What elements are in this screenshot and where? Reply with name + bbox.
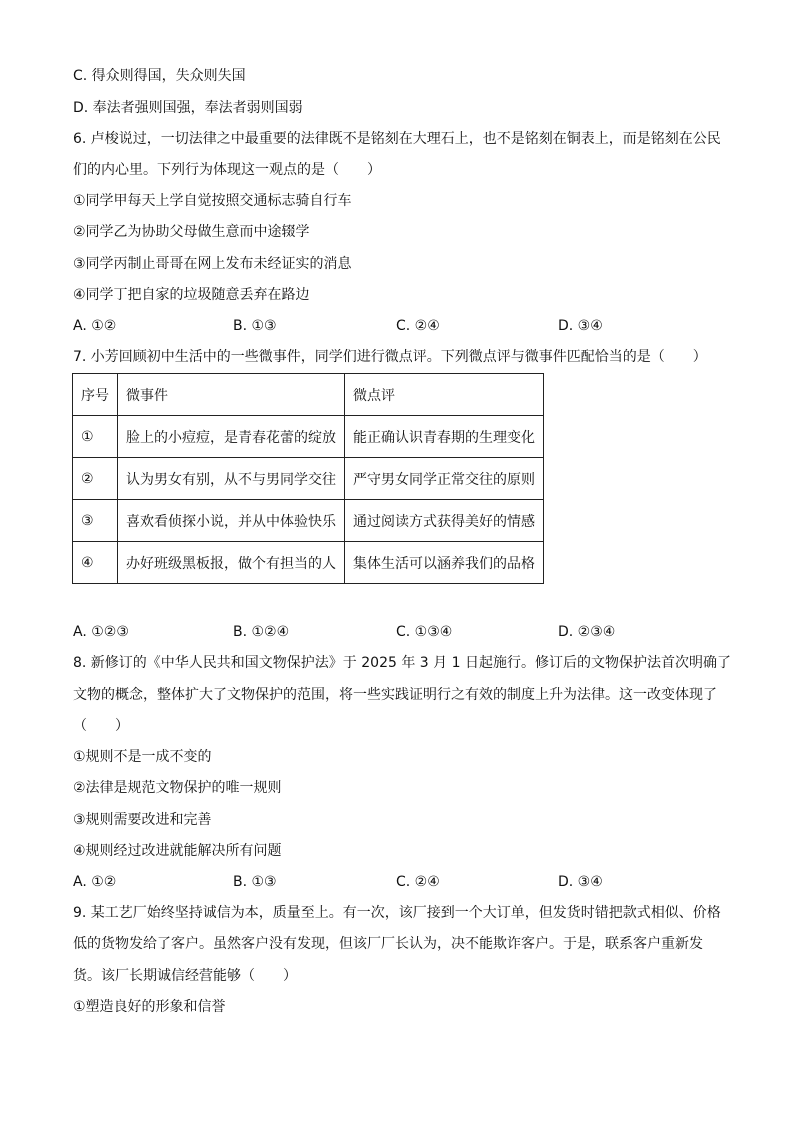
q6-statement-2: ②同学乙为协助父母做生意而中途辍学: [73, 224, 310, 240]
q7-option-c: C. ①③④: [396, 624, 453, 640]
table-cell-comment: 集体生活可以涵养我们的品格: [345, 542, 544, 584]
q8-options: [73, 873, 633, 891]
q7-option-a: A. ①②③: [73, 624, 129, 640]
table-cell-comment: 通过阅读方式获得美好的情感: [345, 500, 544, 542]
q7-stem: 7. 小芳回顾初中生活中的一些微事件，同学们进行微点评。下列微点评与微事件匹配恰当的是（ ）: [73, 349, 707, 365]
q8-option-c: C. ②④: [396, 874, 440, 890]
q7-option-d: D. ②③④: [558, 624, 616, 640]
table-cell-comment: 严守男女同学正常交往的原则: [345, 458, 544, 500]
table-cell-index: ②: [73, 458, 118, 500]
q6-stem-line2: 们的内心里。下列行为体现这一观点的是（ ）: [73, 162, 381, 178]
table-row: [73, 458, 544, 500]
q7-table: [72, 373, 544, 584]
q6-statement-4: ④同学丁把自家的垃圾随意丢弃在路边: [73, 287, 310, 303]
table-cell-comment: 能正确认识青春期的生理变化: [345, 416, 544, 458]
q8-option-a: A. ①②: [73, 874, 117, 890]
q8-statement-3: ③规则需要改进和完善: [73, 812, 212, 828]
table-cell-event: 脸上的小痘痘，是青春花蕾的绽放: [118, 416, 345, 458]
q6-option-d: D. ③④: [558, 318, 603, 334]
q5-option-c: C. 得众则得国，失众则失国: [73, 68, 246, 84]
table-header-comment: 微点评: [345, 374, 544, 416]
q8-option-d: D. ③④: [558, 874, 603, 890]
q8-stem-line2: 文物的概念，整体扩大了文物保护的范围，将一些实践证明行之有效的制度上升为法律。这一改变体现了: [73, 687, 717, 703]
q7-option-b: B. ①②④: [233, 624, 290, 640]
q6-option-b: B. ①③: [233, 318, 277, 334]
q6-option-c: C. ②④: [396, 318, 440, 334]
q6-stem-line1: 6. 卢梭说过，一切法律之中最重要的法律既不是铭刻在大理石上，也不是铭刻在铜表上，而是铭刻在公民: [73, 131, 721, 147]
table-cell-index: ①: [73, 416, 118, 458]
table-row: [73, 500, 544, 542]
table-row: [73, 416, 544, 458]
q8-option-b: B. ①③: [233, 874, 277, 890]
q6-statement-1: ①同学甲每天上学自觉按照交通标志骑自行车: [73, 193, 352, 209]
q9-stem-line3: 货。该厂长期诚信经营能够（ ）: [73, 968, 297, 984]
table-header-event: 微事件: [118, 374, 345, 416]
q8-statement-2: ②法律是规范文物保护的唯一规则: [73, 780, 282, 796]
table-cell-index: ④: [73, 542, 118, 584]
q5-option-d: D. 奉法者强则国强，奉法者弱则国弱: [73, 100, 303, 116]
q9-stem-line1: 9. 某工艺厂始终坚持诚信为本，质量至上。有一次，该厂接到一个大订单，但发货时错把款式相似、价格: [73, 905, 721, 921]
q8-statement-1: ①规则不是一成不变的: [73, 749, 212, 765]
q9-stem-line2: 低的货物发给了客户。虽然客户没有发现，但该厂厂长认为，决不能欺诈客户。于是，联系客户重新发: [73, 936, 703, 952]
table-cell-event: 办好班级黑板报，做个有担当的人: [118, 542, 345, 584]
table-cell-index: ③: [73, 500, 118, 542]
table-header-row: [73, 374, 544, 416]
table-row: [73, 542, 544, 584]
q8-stem-line3: （ ）: [73, 718, 129, 734]
q8-statement-4: ④规则经过改进就能解决所有问题: [73, 843, 282, 859]
table-cell-event: 认为男女有别，从不与男同学交往: [118, 458, 345, 500]
q6-option-a: A. ①②: [73, 318, 117, 334]
q6-options: [73, 317, 633, 335]
table-cell-event: 喜欢看侦探小说，并从中体验快乐: [118, 500, 345, 542]
q9-statement-1: ①塑造良好的形象和信誉: [73, 999, 226, 1015]
table-header-index: 序号: [73, 374, 118, 416]
q7-options: [73, 623, 633, 641]
q8-stem-line1: 8. 新修订的《中华人民共和国文物保护法》于 2025 年 3 月 1 日起施行。修订后的文物保护法首次明确了: [73, 655, 731, 671]
q6-statement-3: ③同学丙制止哥哥在网上发布未经证实的消息: [73, 256, 352, 272]
